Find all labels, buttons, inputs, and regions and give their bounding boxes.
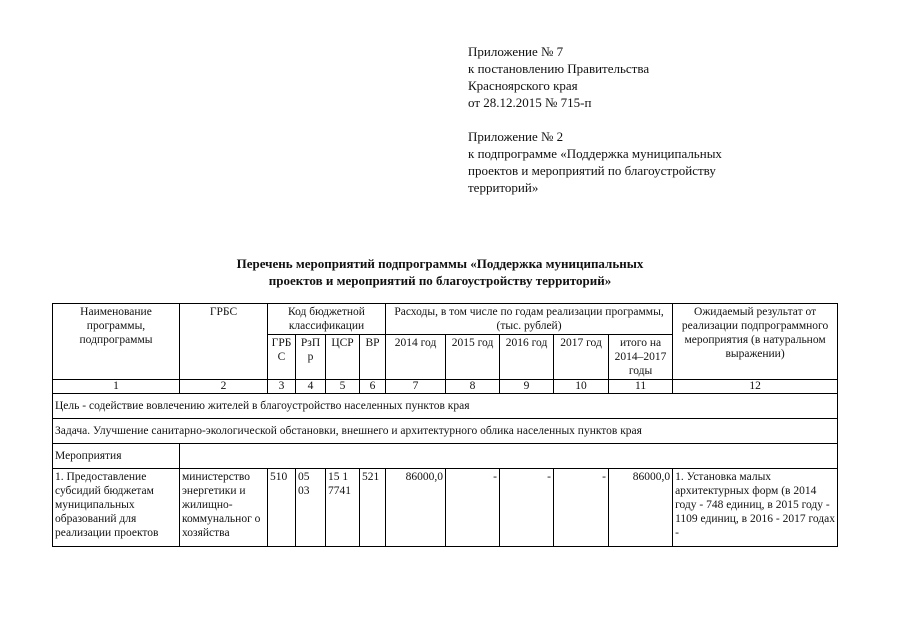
column-number: 9 [500,380,554,394]
header-code-col: ВР [360,335,386,380]
row-2016: - [500,469,554,547]
appendix-line: Приложение № 7 [468,44,564,59]
document-title [150,255,730,289]
appendix-line: к постановлению Правительства [468,61,650,76]
column-number: 2 [180,380,268,394]
title-line: Перечень мероприятий подпрограммы «Поддержка муниципальных [236,256,644,271]
appendix-line: территорий» [468,180,539,195]
row-total: 86000,0 [609,469,673,547]
header-row-1 [53,304,838,335]
header-result: Ожидаемый результат от реализации подпрограммного мероприятия (в натуральном выражении) [673,304,838,380]
goal-row [53,394,838,419]
column-number: 3 [268,380,296,394]
column-number: 6 [360,380,386,394]
appendix-line: Красноярского края [468,78,578,93]
header-expenses-group: Расходы, в том числе по годам реализации программы, (тыс. рублей) [386,304,673,335]
events-table [52,303,838,547]
header-expense-col: 2014 год [386,335,446,380]
appendix-header [468,43,722,196]
row-result: 1. Установка малых архитектурных форм (в 2014 году - 748 единиц, в 2015 году - 1109 единиц, в 2016 - 2017 годах - [673,469,838,547]
appendix-line: Приложение № 2 [468,129,564,144]
appendix-line: от 28.12.2015 № 715-п [468,95,592,110]
row-grbs-code: 510 [268,469,296,547]
column-number: 7 [386,380,446,394]
task-row [53,419,838,444]
events-label-row [53,444,838,469]
row-vr: 521 [360,469,386,547]
title-line: проектов и мероприятий по благоустройству территорий» [268,273,612,288]
header-expense-col: 2017 год [554,335,609,380]
header-name: Наименование программы, подпрограммы [53,304,180,380]
header-grbs: ГРБС [180,304,268,380]
appendix-line: проектов и мероприятий по благоустройству [468,163,716,178]
row-name: 1. Предоставление субсидий бюджетам муниципальных образований для реализации проектов [53,469,180,547]
row-rzpr: 05 03 [296,469,326,547]
header-expense-col: итого на 2014–2017 годы [609,335,673,380]
task-text: Задача. Улучшение санитарно-экологической обстановки, внешнего и архитектурного облика населенных пунктов края [53,419,838,444]
row-grbs: министерство энергетики и жилищно-коммунальног о хозяйства [180,469,268,547]
column-number-row [53,380,838,394]
header-code-col: ЦСР [326,335,360,380]
column-number: 12 [673,380,838,394]
goal-text: Цель - содействие вовлечению жителей в благоустройство населенных пунктов края [53,394,838,419]
header-expense-col: 2015 год [446,335,500,380]
column-number: 8 [446,380,500,394]
column-number: 10 [554,380,609,394]
row-2017: - [554,469,609,547]
column-number: 1 [53,380,180,394]
events-label-empty [180,444,838,469]
header-expense-col: 2016 год [500,335,554,380]
header-code-group: Код бюджетной классификации [268,304,386,335]
row-csr: 15 1 7741 [326,469,360,547]
events-label: Мероприятия [53,444,180,469]
table-row [53,469,838,547]
appendix-line: к подпрограмме «Поддержка муниципальных [468,146,722,161]
row-2014: 86000,0 [386,469,446,547]
column-number: 5 [326,380,360,394]
header-code-col: ГРБ С [268,335,296,380]
row-2015: - [446,469,500,547]
header-code-col: РзП р [296,335,326,380]
column-number: 4 [296,380,326,394]
column-number: 11 [609,380,673,394]
